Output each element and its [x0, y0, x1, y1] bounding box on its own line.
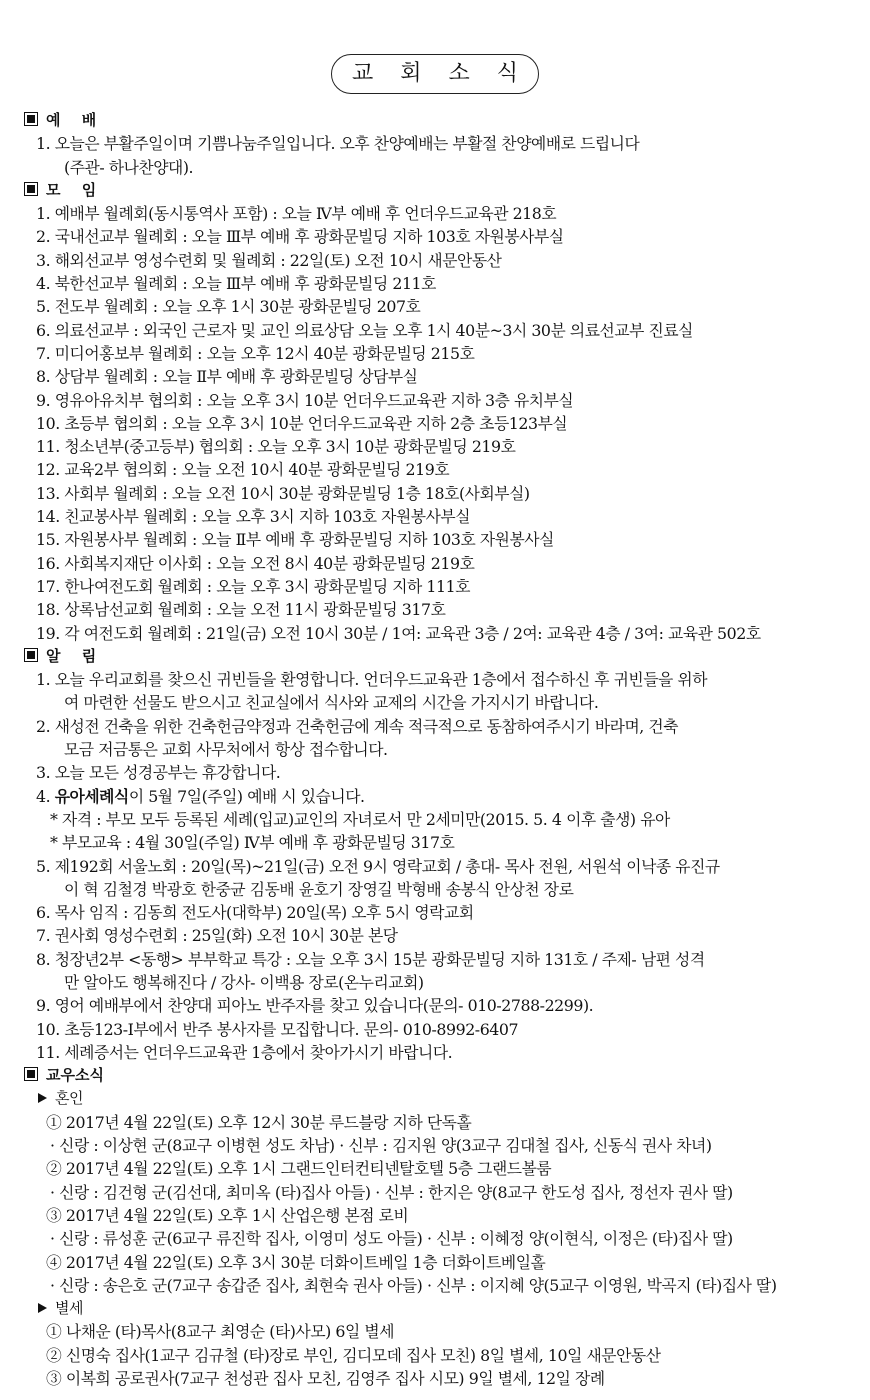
filled-square-icon	[24, 648, 38, 662]
meeting-item: 11. 청소년부(중고등부) 협의회 : 오늘 오후 3시 10분 광화문빌딩 219호	[36, 437, 516, 457]
filled-square-icon	[24, 1067, 38, 1081]
wedding-couple: · 신랑 : 김건형 군(김선대, 최미옥 (타)집사 아들) · 신부 : 한지은 양(8교구 한도성 집사, 정선자 권사 딸)	[50, 1182, 733, 1202]
passing-item: ② 신명숙 집사(1교구 김규철 (타)장로 부인, 김디모데 집사 모친) 8일 별세, 10일 새문안동산	[46, 1345, 661, 1365]
meeting-item: 6. 의료선교부 : 외국인 근로자 및 교인 의료상담 오늘 오후 1시 40분~3시 30분 의료선교부 진료실	[36, 320, 693, 340]
meeting-item: 17. 한나여전도회 월례회 : 오늘 오후 3시 광화문빌딩 지하 111호	[36, 576, 471, 596]
wedding-couple: · 신랑 : 류성훈 군(6교구 류진학 집사, 이영미 성도 아들) · 신부 : 이혜정 양(이현식, 이정은 (타)집사 딸)	[50, 1229, 733, 1249]
notice-emphasis: 유아세례식	[54, 786, 129, 806]
wedding-couple: · 신랑 : 송은호 군(7교구 송갑준 집사, 최현숙 권사 아들) · 신부 : 이지혜 양(5교구 이영원, 박곡지 (타)집사 딸)	[50, 1275, 777, 1295]
passing-item: ① 나채운 (타)목사(8교구 최영순 (타)사모) 6일 별세	[46, 1322, 395, 1342]
filled-square-icon	[24, 182, 38, 196]
section-heading-notices: 알 림	[24, 645, 856, 668]
bulletin-content	[24, 109, 856, 1390]
meeting-item: 9. 영유아유치부 협의회 : 오늘 오후 3시 10분 언더우드교육관 지하 3층 유치부실	[36, 390, 574, 410]
subheading-passing: 별세	[24, 1297, 856, 1320]
notice-item: 1. 오늘 우리교회를 찾으신 귀빈들을 환영합니다. 언더우드교육관 1층에서 접수하신 후 귀빈들을 위하	[36, 670, 708, 690]
worship-line: (주관- 하나찬양대).	[64, 157, 194, 177]
meeting-item: 12. 교육2부 협의회 : 오늘 오전 10시 40분 광화문빌딩 219호	[36, 460, 450, 480]
notice-continuation: 여 마련한 선물도 받으시고 친교실에서 식사와 교제의 시간을 가지시기 바랍니다.	[64, 693, 599, 713]
meeting-item: 4. 북한선교부 월례회 : 오늘 Ⅲ부 예배 후 광화문빌딩 211호	[36, 274, 436, 294]
meeting-item: 1. 예배부 월례회(동시통역사 포함) : 오늘 Ⅳ부 예배 후 언더우드교육관 218호	[36, 204, 557, 224]
meeting-item: 16. 사회복지재단 이사회 : 오늘 오전 8시 40분 광화문빌딩 219호	[36, 553, 475, 573]
notice-item: 4. 유아세례식이 5월 7일(주일) 예배 시 있습니다.	[36, 786, 365, 806]
meeting-item: 7. 미디어홍보부 월례회 : 오늘 오후 12시 40분 광화문빌딩 215호	[36, 343, 475, 363]
meeting-item: 10. 초등부 협의회 : 오늘 오후 3시 10분 언더우드교육관 지하 2층 초등123부실	[36, 413, 568, 433]
notice-note: * 자격 : 부모 모두 등록된 세례(입교)교인의 자녀로서 만 2세미만(2015. 5. 4 이후 출생) 유아	[50, 809, 670, 829]
notice-item: 7. 권사회 영성수련회 : 25일(화) 오전 10시 30분 본당	[36, 926, 398, 946]
worship-line: 1. 오늘은 부활주일이며 기쁨나눔주일입니다. 오후 찬양예배는 부활절 찬양예배로 드립니다	[36, 134, 640, 154]
notice-continuation: 만 알아도 행복해진다 / 강사- 이백용 장로(온누리교회)	[64, 972, 424, 992]
meeting-item: 15. 자원봉사부 월례회 : 오늘 Ⅱ부 예배 후 광화문빌딩 지하 103호 자원봉사실	[36, 530, 554, 550]
wedding-event: ② 2017년 4월 22일(토) 오후 1시 그랜드인터컨티넨탈호텔 5층 그랜드볼룸	[46, 1159, 552, 1179]
title-wrap	[0, 54, 870, 94]
section-heading-meetings: 모 임	[24, 179, 856, 202]
triangle-right-icon	[38, 1303, 47, 1313]
triangle-right-icon	[38, 1093, 47, 1103]
filled-square-icon	[24, 112, 38, 126]
meeting-item: 2. 국내선교부 월례회 : 오늘 Ⅲ부 예배 후 광화문빌딩 지하 103호 자원봉사부실	[36, 227, 564, 247]
notice-item: 5. 제192회 서울노회 : 20일(목)~21일(금) 오전 9시 영락교회 / 총대- 목사 전원, 서원석 이낙종 유진규	[36, 856, 720, 876]
meeting-item: 8. 상담부 월례회 : 오늘 Ⅱ부 예배 후 광화문빌딩 상담부실	[36, 367, 418, 387]
meeting-item: 13. 사회부 월례회 : 오늘 오전 10시 30분 광화문빌딩 1층 18호(사회부실)	[36, 483, 530, 503]
meeting-item: 18. 상록남선교회 월례회 : 오늘 오전 11시 광화문빌딩 317호	[36, 600, 446, 620]
meeting-item: 14. 친교봉사부 월례회 : 오늘 오후 3시 지하 103호 자원봉사부실	[36, 507, 471, 527]
notice-item: 2. 새성전 건축을 위한 건축헌금약정과 건축헌금에 계속 적극적으로 동참하여주시기 바라며, 건축	[36, 716, 679, 736]
notice-note: * 부모교육 : 4월 30일(주일) Ⅳ부 예배 후 광화문빌딩 317호	[50, 833, 455, 853]
wedding-couple: · 신랑 : 이상현 군(8교구 이병현 성도 차남) · 신부 : 김지원 양(3교구 김대철 집사, 신동식 권사 차녀)	[50, 1136, 712, 1156]
notice-continuation: 모금 저금통은 교회 사무처에서 항상 접수합니다.	[64, 740, 388, 760]
notice-item: 3. 오늘 모든 성경공부는 휴강합니다.	[36, 763, 281, 783]
section-heading-worship: 예 배	[24, 109, 856, 132]
notice-item: 10. 초등123-Ⅰ부에서 반주 봉사자를 모집합니다. 문의- 010-8992-6407	[36, 1019, 519, 1039]
notice-continuation: 이 혁 김철경 박광호 한중균 김동배 윤호기 장영길 박형배 송봉식 안상천 장로	[64, 879, 574, 899]
meeting-item: 5. 전도부 월례회 : 오늘 오후 1시 30분 광화문빌딩 207호	[36, 297, 421, 317]
meeting-item: 19. 각 여전도회 월례회 : 21일(금) 오전 10시 30분 / 1여: 교육관 3층 / 2여: 교육관 4층 / 3여: 교육관 502호	[36, 623, 761, 643]
meeting-item: 3. 해외선교부 영성수련회 및 월례회 : 22일(토) 오전 10시 새문안동산	[36, 250, 502, 270]
section-heading-members: 교우소식	[24, 1064, 856, 1087]
notice-item: 11. 세례증서는 언더우드교육관 1층에서 찾아가시기 바랍니다.	[36, 1042, 453, 1062]
wedding-event: ③ 2017년 4월 22일(토) 오후 1시 산업은행 본점 로비	[46, 1205, 409, 1225]
wedding-event: ① 2017년 4월 22일(토) 오후 12시 30분 루드블랑 지하 단독홀	[46, 1112, 472, 1132]
wedding-event: ④ 2017년 4월 22일(토) 오후 3시 30분 더화이트베일 1층 더화이트베일홀	[46, 1252, 546, 1272]
notice-item: 8. 청장년2부 <동행> 부부학교 특강 : 오늘 오후 3시 15분 광화문빌딩 지하 131호 / 주제- 남편 성격	[36, 949, 705, 969]
page-title: 교 회 소 식	[331, 54, 539, 94]
passing-item: ③ 이복희 공로권사(7교구 천성관 집사 모친, 김영주 집사 시모) 9일 별세, 12일 장례	[46, 1369, 605, 1389]
notice-item: 6. 목사 임직 : 김동희 전도사(대학부) 20일(목) 오후 5시 영락교회	[36, 903, 474, 923]
notice-item: 9. 영어 예배부에서 찬양대 피아노 반주자를 찾고 있습니다(문의- 010-2788-2299).	[36, 996, 594, 1016]
subheading-weddings: 혼인	[24, 1087, 856, 1110]
